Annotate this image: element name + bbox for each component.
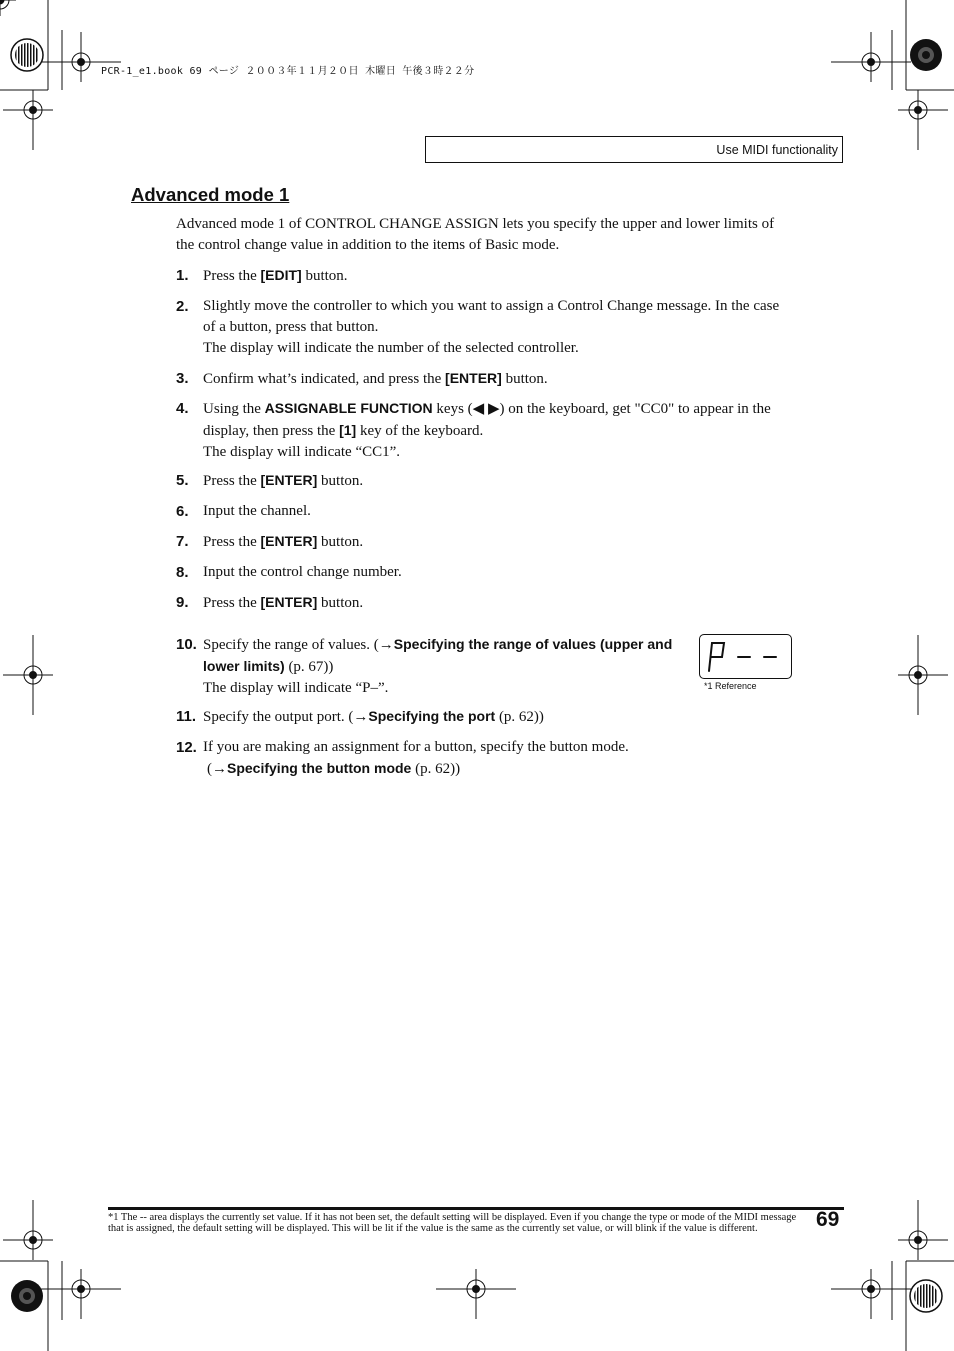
- step-number: 7.: [176, 533, 189, 550]
- arrow-icon: →: [378, 637, 394, 653]
- step-text: Press the: [203, 268, 261, 284]
- cross-reference: Specifying the range of values (upper and lower limits): [203, 636, 673, 674]
- step-text: Specify the range of values. (: [203, 637, 379, 653]
- step-text: button.: [301, 268, 348, 284]
- intro-paragraph: Advanced mode 1 of CONTROL CHANGE ASSIGN lets you specify the upper and lower limits of the control change value in addition to the items of Basic mode.: [176, 216, 775, 253]
- arrow-icon: →: [353, 709, 369, 725]
- step-number: 3.: [176, 370, 189, 387]
- step-number: 8.: [176, 564, 189, 581]
- arrow-icon: →: [212, 761, 227, 777]
- step-number: 4.: [176, 400, 189, 417]
- step-text: button.: [317, 534, 364, 550]
- step-number: 5.: [176, 472, 189, 489]
- step-number: 1.: [176, 267, 189, 284]
- key-label: [ENTER]: [260, 594, 318, 610]
- step-text: keys (◀ ▶) on the keyboard, get "CC0" to appear in the display, then press the: [203, 401, 771, 439]
- section-title-box: [425, 136, 843, 163]
- step-number: 12.: [176, 739, 197, 756]
- cross-reference: Specifying the button mode: [227, 760, 412, 776]
- step-1: [176, 265, 780, 287]
- step-9: [176, 592, 780, 614]
- step-12: [176, 737, 780, 780]
- lcd-caption: *1 Reference: [704, 681, 757, 691]
- step-text: Input the channel.: [203, 503, 311, 519]
- step-text: Input the control change number.: [203, 564, 402, 580]
- step-number: 2.: [176, 298, 189, 315]
- lcd-display: [699, 634, 792, 679]
- key-label: [ENTER]: [445, 370, 502, 386]
- step-text: Specify the output port. (: [203, 709, 354, 725]
- step-text: button.: [501, 371, 548, 387]
- step-text: button.: [317, 595, 364, 611]
- key-label: [EDIT]: [260, 267, 302, 283]
- step-text: (p. 62)): [495, 709, 544, 725]
- step-number: 10.: [176, 636, 197, 653]
- step-text: (p. 62)): [411, 761, 461, 777]
- step-text: Press the: [203, 595, 261, 611]
- step-number: 9.: [176, 594, 189, 611]
- step-text: Press the: [203, 473, 261, 489]
- step-text: key of the keyboard.: [356, 423, 484, 439]
- step-10: [176, 634, 686, 699]
- footer-rule: [108, 1207, 844, 1210]
- step-number: 6.: [176, 503, 189, 520]
- page-heading: Advanced mode 1: [131, 184, 290, 205]
- step-6: [176, 501, 780, 522]
- print-header: PCR-1_e1.book 69 ページ ２００３年１１月２０日 木曜日 午後３時２２分: [101, 66, 475, 77]
- step-text: button.: [317, 473, 364, 489]
- step-7: [176, 531, 780, 553]
- key-label: [ENTER]: [260, 472, 318, 488]
- step-4: [176, 398, 780, 463]
- key-label: [ENTER]: [260, 533, 318, 549]
- step-text: Using the: [203, 401, 265, 417]
- step-number: 11.: [176, 708, 197, 725]
- footnote: *1 The -- area displays the currently set value. If it has not been set, the default setting will be displayed. Even if you change the type or mode of the MIDI message that is assigned, the default setting will be displayed. This will be lit if the value is the same as the currently set value, or will blink if the value is different.: [108, 1212, 797, 1234]
- step-result: The display will indicate the number of the selected controller.: [203, 340, 579, 356]
- cross-reference: Specifying the port: [368, 708, 496, 724]
- step-8: [176, 562, 780, 583]
- step-3: [176, 368, 780, 390]
- step-text: (: [207, 761, 212, 777]
- step-text: Press the: [203, 534, 261, 550]
- step-text: If you are making an assignment for a button, specify the button mode.: [203, 739, 629, 755]
- key-label: [1]: [339, 422, 357, 438]
- page-number: 69: [816, 1208, 840, 1231]
- step-text: Slightly move the controller to which you want to assign a Control Change message. In the case of a button, press that button.: [203, 298, 780, 335]
- step-result: The display will indicate “CC1”.: [203, 444, 401, 460]
- step-5: [176, 470, 780, 492]
- step-text: Confirm what’s indicated, and press the: [203, 371, 446, 387]
- section-title: Use MIDI functionality: [716, 143, 838, 157]
- lcd-p-dash-dash-icon: [700, 635, 790, 677]
- step-result: The display will indicate “P–”.: [203, 680, 389, 696]
- key-label: ASSIGNABLE FUNCTION: [264, 400, 433, 416]
- step-2: [176, 296, 780, 359]
- step-11: [176, 706, 780, 728]
- step-text: (p. 67)): [284, 659, 334, 675]
